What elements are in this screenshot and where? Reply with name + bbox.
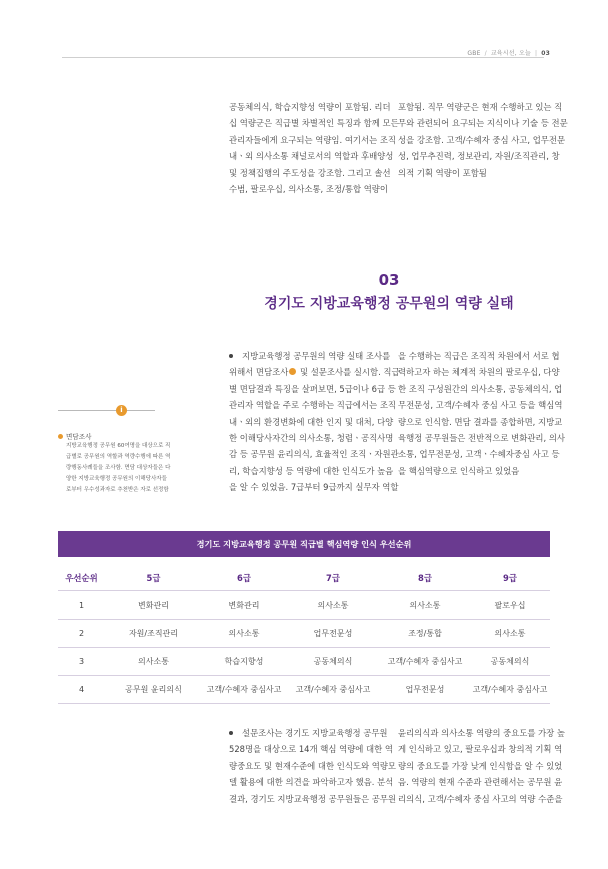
- text-line: 포함됨. 직무 역량군은 현재 수행하고 있는 직: [398, 102, 563, 112]
- column-header: 8급: [418, 572, 432, 583]
- table-cell: 학습지향성: [224, 657, 264, 666]
- text-line: 성, 업무추진력, 정보관리, 자원/조직관리, 창: [398, 151, 560, 162]
- text-line: 로부터 우수성과자로 추천받은 자로 선정함: [66, 487, 169, 493]
- text-line: [229, 348, 391, 364]
- middle-right-paragraph: [398, 348, 566, 479]
- table-cell: 공동체의식: [490, 657, 530, 666]
- text-line: 528명을 대상으로 14개 핵심 역량에 대한 역: [229, 744, 393, 755]
- text-line: 십 역량군은 직급별 차별적인 특징과 함께 모든: [229, 118, 399, 129]
- table-cell: 자원/조직관리: [128, 629, 179, 638]
- text-line: 윤리의식과 의사소통 역량의 중요도를 가장 높: [398, 728, 566, 738]
- section-title: 경기도 지방교육행정 공무원의 역량 실태: [264, 296, 514, 312]
- bottom-right-paragraph: [398, 725, 566, 807]
- table-cell: 업무전문성: [313, 629, 353, 638]
- table-cell: 3: [78, 657, 85, 666]
- header-brand: GBE: [467, 50, 481, 57]
- top-left-paragraph: [229, 99, 399, 197]
- text-line: 무와 관련되어 요구되는 지식이나 기술 등 전문: [398, 118, 568, 129]
- text-line: 별 면담결과 특징을 살펴보면, 5급이나 6급 등: [229, 383, 396, 394]
- table-cell: 의사소통: [409, 601, 441, 610]
- text-line: 급별로 공무원의 역할과 역량수행에 따른 역: [66, 454, 171, 460]
- text-line: 력하고자 하는 체계적 차원의 팔로우십, 다양: [398, 367, 560, 378]
- text-line: 음. 역량의 현재 수준과 관련해서는 공무원 윤: [398, 777, 563, 788]
- table-cell: 팔로우십: [494, 601, 526, 610]
- text-line: 소통, 업무전문성, 고객ㆍ수혜자중심 사고 등: [398, 449, 560, 460]
- middle-left-paragraph: [229, 348, 400, 496]
- section-number: 03: [378, 271, 400, 289]
- table-cell: 1: [78, 601, 85, 610]
- table-cell: 의사소통: [494, 629, 526, 638]
- table-cell: 고객/수혜자 중심사고: [206, 685, 282, 694]
- header-page-number: 03: [541, 50, 550, 57]
- text-line: 무전문성, 고객/수혜자 중심 사고 등을 핵심역: [398, 400, 563, 411]
- table-cell: 의사소통: [138, 657, 169, 666]
- text-line: 육행정 공무원들은 전반적으로 변화관리, 의사: [398, 433, 566, 444]
- text-line: 을 수행하는 직급은 조직적 차원에서 서로 협: [398, 351, 560, 361]
- text-line: 및 정책집행의 주도성을 강조함. 그리고 솔선: [229, 167, 391, 178]
- text-line: 을 알 수 있었음. 7급부터 9급까지 실무자 역할: [229, 482, 399, 493]
- table-cell: 4: [78, 685, 85, 694]
- text-line: 량중요도 및 현재수준에 대한 인식도와 역량모: [229, 760, 397, 771]
- bullet-icon: [229, 354, 233, 358]
- text-line: 리, 학습지향성 등 역량에 대한 인식도가 높음: [229, 465, 394, 476]
- text-line: 관리자들에게 요구되는 역량임. 여기서는 조직: [229, 134, 397, 145]
- text-line: 게 인식하고 있고, 팔로우십과 창의적 기획 역: [398, 744, 563, 755]
- column-header: 5급: [146, 572, 161, 583]
- text-line: 의적 기획 역량이 포함됨: [398, 167, 487, 178]
- table-row: [58, 676, 550, 704]
- table-cell: 의사소통: [317, 601, 349, 610]
- table-cell: 공동체의식: [313, 657, 353, 666]
- table-row: [58, 592, 550, 620]
- bottom-left-paragraph: [229, 725, 397, 807]
- text-line: [229, 725, 388, 741]
- header-section: 교육시선, 오늘: [490, 50, 532, 57]
- text-line: 관리자 역할을 주로 수행하는 직급에서는 조직: [229, 400, 397, 411]
- info-icon: i: [116, 405, 127, 416]
- bullet-icon: [229, 731, 233, 735]
- table-title: 경기도 지방교육행정 공무원 직급별 핵심역량 인식 우선순위: [58, 531, 550, 557]
- table-cell: 고객/수혜자 중심사고: [472, 685, 548, 694]
- table-cell: 고객/수혜자 중심사고: [387, 657, 463, 666]
- text-line: 한 이해당사자간의 의사소통, 청렴ㆍ공직사명: [229, 433, 394, 444]
- table-cell: 조정/통합: [408, 629, 442, 638]
- text-line: 량으로 인식함. 면담 결과를 종합하면, 지방교: [398, 416, 563, 427]
- text-line: 감 등 공무원 윤리의식, 효율적인 조직ㆍ자원관: [229, 449, 399, 460]
- text-line: 지방교육행정 공무원 60여명을 대상으로 직: [66, 443, 171, 449]
- text-line: 양한 지방교육행정 공무원의 이해당사자들: [66, 476, 167, 482]
- text-line: 성을 강조함. 고객/수혜자 중심 사고, 업무전문: [398, 134, 566, 145]
- table-header-row: [58, 565, 550, 591]
- text-line-content: 설문조사는 경기도 지방교육행정 공무원: [242, 728, 388, 738]
- side-note-title-text: 면담조사: [66, 433, 92, 441]
- text-line: 델 활용에 대한 의견을 파악하고자 했음. 분석: [229, 777, 394, 788]
- table-row: [58, 648, 550, 676]
- text-line: 내ㆍ외의 환경변화에 대한 인지 및 대처, 다양: [229, 416, 394, 427]
- header-rule: [62, 57, 544, 58]
- table-cell: 공무원 윤리의식: [125, 685, 182, 694]
- column-header: 6급: [237, 572, 251, 583]
- text-line: 수범, 팔로우십, 의사소통, 조정/통합 역량이: [229, 184, 388, 195]
- orange-dot-icon: [58, 434, 63, 439]
- text-line-content: 및 설문조사를 실시함. 직급: [297, 367, 400, 378]
- text-line: 을 핵심역량으로 인식하고 있었음: [398, 465, 520, 476]
- text-line-content: 위해서 면담조사: [229, 367, 289, 378]
- text-line: 공동체의식, 학습지향성 역량이 포함됨. 리더: [229, 102, 391, 112]
- text-line: 량의 중요도를 가장 낮게 인식함을 알 수 있었: [398, 760, 563, 771]
- text-line: 리의식, 고객/수혜자 중심 사고의 역량 수준을: [398, 793, 563, 804]
- running-header: GBE / 교육시선, 오늘 | 03: [467, 50, 550, 57]
- text-line: 결과, 경기도 지방교육행정 공무원들은 공무원: [229, 793, 397, 804]
- text-line: [229, 364, 400, 380]
- column-header: 7급: [326, 572, 340, 583]
- text-line: 량행동사례들을 조사함. 면담 대상자들은 다: [66, 465, 171, 471]
- text-line: 한 조직 구성원간의 의사소통, 공동체의식, 업: [398, 383, 563, 394]
- table-cell: 변화관리: [228, 601, 260, 610]
- side-note-rule: [58, 410, 155, 411]
- table-cell: 2: [78, 629, 85, 638]
- table-cell: 의사소통: [228, 629, 260, 638]
- table-cell: 업무전문성: [405, 685, 445, 694]
- table-cell: 고객/수혜자 중심사고: [295, 685, 371, 694]
- table-cell: 변화관리: [138, 601, 169, 610]
- column-header: 우선순위: [65, 572, 98, 583]
- side-note-title: [58, 431, 91, 441]
- text-line-content: 지방교육행정 공무원의 역량 실태 조사를: [242, 351, 391, 361]
- text-line: 내ㆍ외 의사소통 채널로서의 역할과 후배양성: [229, 151, 394, 162]
- column-header: 9급: [503, 572, 517, 583]
- side-note-body: [66, 441, 171, 496]
- footnote-marker-icon: [289, 368, 296, 375]
- table-row: [58, 620, 550, 648]
- top-right-paragraph: [398, 99, 568, 181]
